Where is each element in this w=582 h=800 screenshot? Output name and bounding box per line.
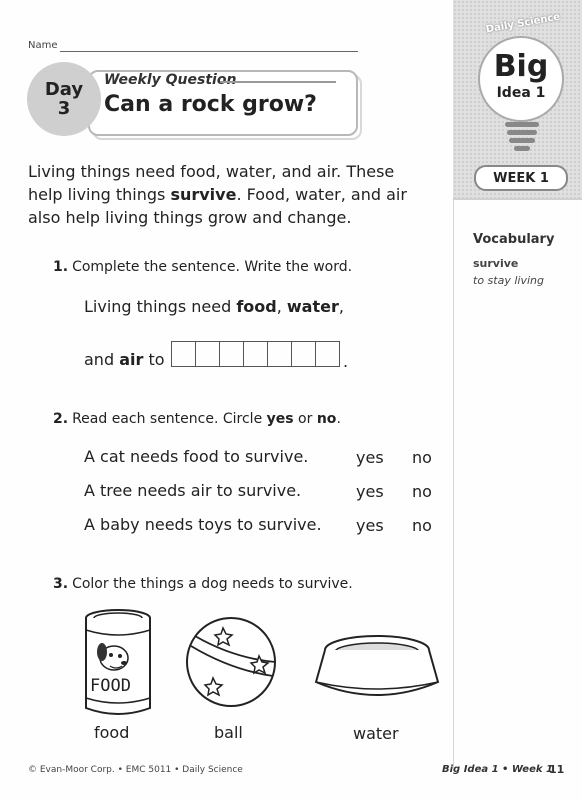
letter-box[interactable] xyxy=(315,341,340,367)
bulb-base-ring xyxy=(507,130,537,135)
question-number: 1. xyxy=(53,259,69,275)
sidebar-divider-horizontal xyxy=(453,198,582,200)
day-number: 3 xyxy=(57,98,71,119)
bulb-base-ring xyxy=(509,138,535,143)
yes-no-sentence: A cat needs food to survive. xyxy=(84,447,309,466)
dog-food-can-icon[interactable] xyxy=(78,608,158,720)
sentence-keyword: food xyxy=(236,297,277,316)
yes-option[interactable]: yes xyxy=(356,516,384,535)
question-2-text: Read each sentence. Circle xyxy=(72,411,267,427)
name-line[interactable] xyxy=(60,51,358,52)
intro-keyword: survive xyxy=(170,185,237,204)
yes-option[interactable]: yes xyxy=(356,448,384,467)
image-label-food: food xyxy=(94,723,130,742)
image-label-ball: ball xyxy=(214,723,243,742)
intro-text: . Food, water, and air xyxy=(236,185,407,204)
sentence-period: . xyxy=(343,352,349,371)
question-number: 3. xyxy=(53,576,69,592)
name-label: Name xyxy=(28,40,58,51)
question-2-text: . xyxy=(336,411,341,427)
answer-letter-boxes[interactable] xyxy=(171,341,340,367)
letter-box[interactable] xyxy=(267,341,291,367)
letter-box[interactable] xyxy=(171,341,195,367)
question-1 xyxy=(53,259,352,275)
intro-line: also help living things grow and change. xyxy=(28,208,352,227)
sentence-text: , xyxy=(276,297,287,316)
yes-no-sentence: A baby needs toys to survive. xyxy=(84,515,322,534)
image-label-water: water xyxy=(353,724,399,743)
ball-icon[interactable] xyxy=(183,614,279,710)
sentence-keyword: water xyxy=(286,297,339,316)
sentence-text: to xyxy=(143,350,165,369)
vocabulary-word: survive xyxy=(473,257,519,270)
day-word: Day xyxy=(44,79,84,100)
footer-section: Big Idea 1 • Week 1 xyxy=(442,764,553,775)
vocabulary-definition: to stay living xyxy=(473,274,544,287)
page-number: 11 xyxy=(549,763,565,776)
question-number: 2. xyxy=(53,411,69,427)
weekly-question-label: Weekly Question xyxy=(104,72,237,88)
can-label: FOOD xyxy=(90,676,131,696)
sentence-line-1 xyxy=(84,297,344,316)
day-badge xyxy=(27,62,101,136)
no-option[interactable]: no xyxy=(412,482,432,501)
question-1-text: Complete the sentence. Write the word. xyxy=(72,259,353,275)
question-2-keyword: yes xyxy=(266,411,294,427)
sentence-text: Living things need xyxy=(84,297,237,316)
week-badge: WEEK 1 xyxy=(474,165,568,191)
idea-label: Idea 1 xyxy=(496,85,546,101)
weekly-question-text: Can a rock grow? xyxy=(104,92,317,117)
question-3 xyxy=(53,576,353,592)
question-3-text: Color the things a dog needs to survive. xyxy=(72,576,353,592)
water-bowl-icon[interactable] xyxy=(312,630,442,710)
intro-text: help living things xyxy=(28,185,171,204)
sidebar-divider xyxy=(453,198,454,768)
footer-copyright: © Evan-Moor Corp. • EMC 5011 • Daily Science xyxy=(28,765,243,775)
yes-no-sentence: A tree needs air to survive. xyxy=(84,481,302,500)
yes-option[interactable]: yes xyxy=(356,482,384,501)
no-option[interactable]: no xyxy=(412,448,432,467)
letter-box[interactable] xyxy=(219,341,243,367)
sentence-keyword: air xyxy=(119,350,144,369)
bulb-base-ring xyxy=(505,122,539,127)
letter-box[interactable] xyxy=(195,341,219,367)
sentence-text: , xyxy=(338,297,344,316)
weekly-question-rule xyxy=(220,81,336,83)
question-2-text: or xyxy=(293,411,317,427)
intro-paragraph xyxy=(28,160,438,229)
sentence-text: and xyxy=(84,350,120,369)
question-2-keyword: no xyxy=(316,411,337,427)
letter-box[interactable] xyxy=(243,341,267,367)
no-option[interactable]: no xyxy=(412,516,432,535)
intro-line xyxy=(28,183,438,206)
vocabulary-title: Vocabulary xyxy=(473,232,555,247)
big-label: Big xyxy=(493,49,549,84)
question-2 xyxy=(53,411,341,427)
daily-science-label: Daily Science xyxy=(485,11,561,36)
letter-box[interactable] xyxy=(291,341,315,367)
sentence-line-2 xyxy=(84,350,165,369)
bulb-base-tip xyxy=(514,146,530,151)
intro-line: Living things need food, water, and air. These xyxy=(28,162,395,181)
